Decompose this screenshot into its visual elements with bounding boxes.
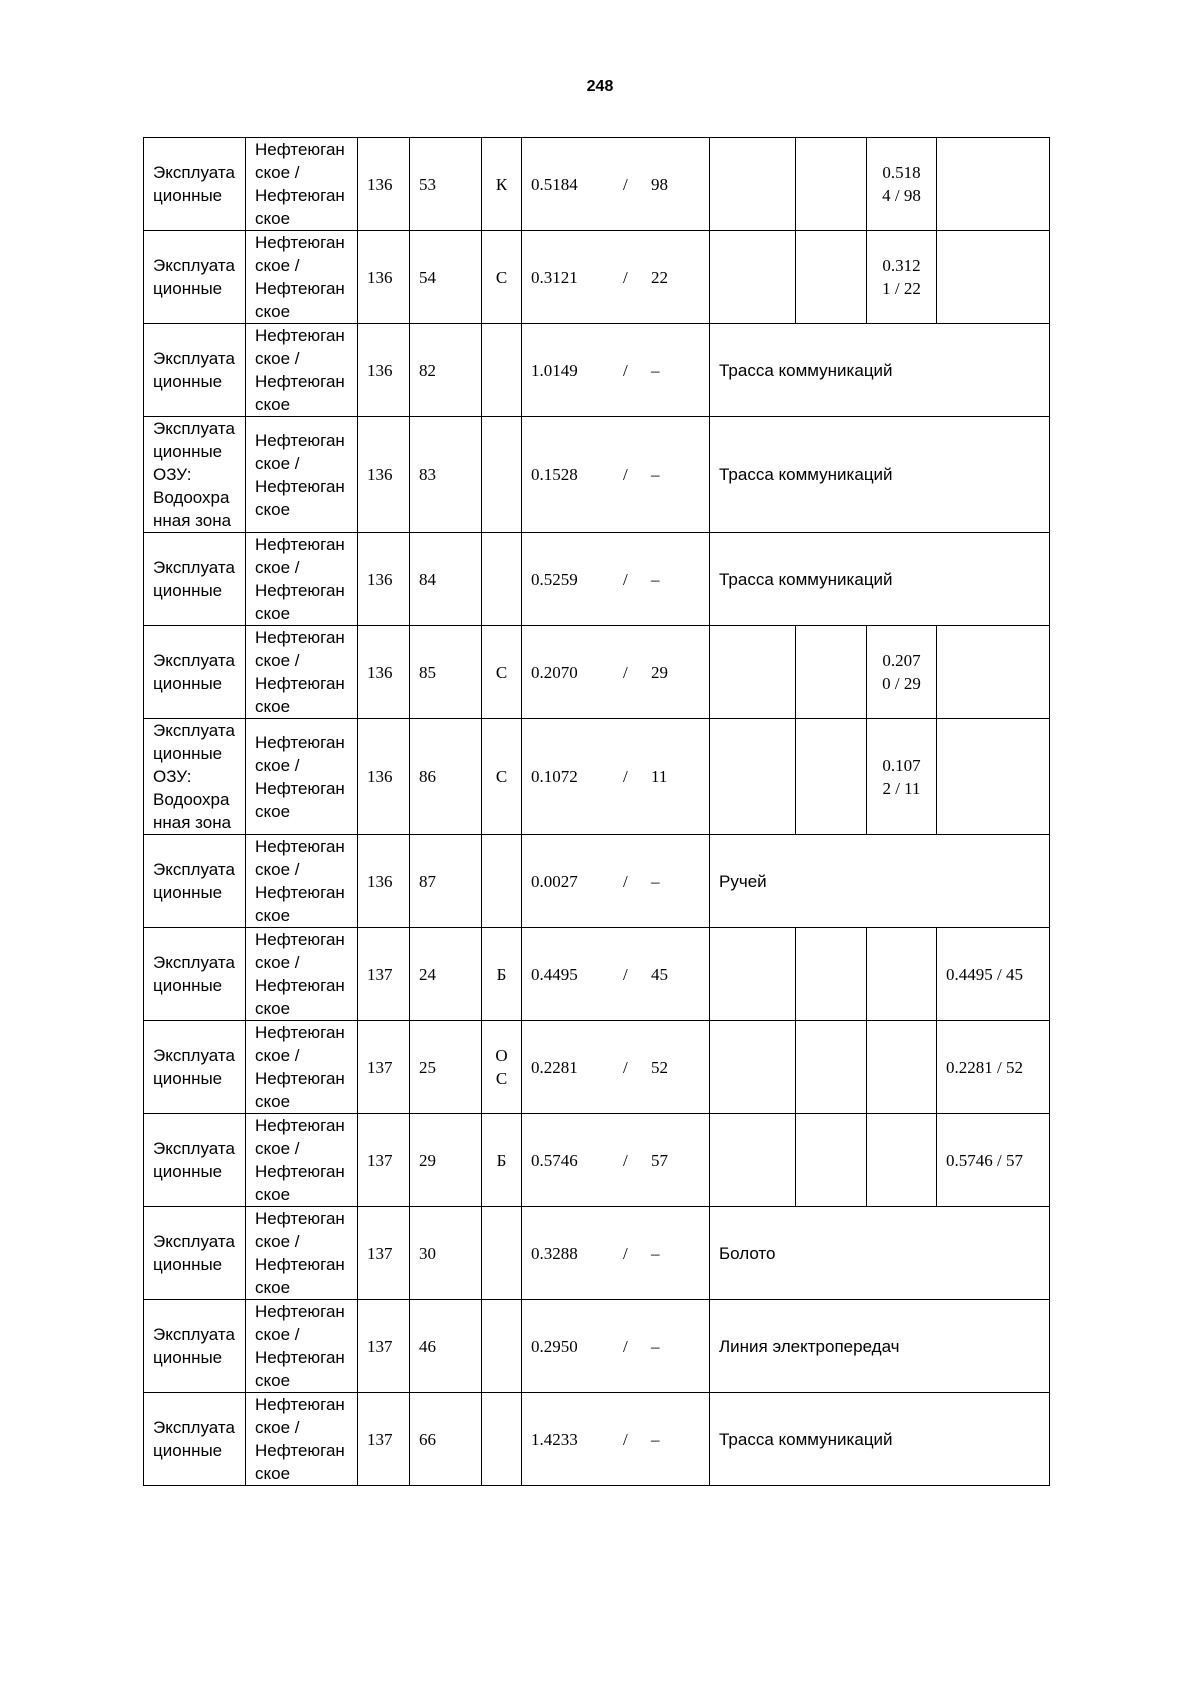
group-3-cell: 0.312 1 / 22 — [867, 231, 937, 324]
area-value: 0.1072 — [531, 767, 578, 786]
land-type-cell: Эксплуата ционные ОЗУ: Водоохра нная зона — [144, 719, 246, 835]
group-4-cell — [937, 231, 1050, 324]
plot-cell: 46 — [410, 1300, 482, 1393]
category-cell — [482, 1207, 522, 1300]
category-cell — [482, 835, 522, 928]
group-2-cell — [796, 231, 867, 324]
area-separator: / — [623, 1243, 628, 1263]
quarter-cell: 136 — [358, 417, 410, 533]
table-row — [144, 324, 1050, 417]
area-separator: / — [623, 1336, 628, 1356]
field-name-cell: Нефтеюган ское / Нефтеюган ское — [246, 1021, 358, 1114]
area-cell — [522, 1021, 710, 1114]
area-secondary-value: – — [651, 1429, 660, 1449]
area-cell — [522, 835, 710, 928]
field-name-cell: Нефтеюган ское / Нефтеюган ское — [246, 417, 358, 533]
quarter-cell: 136 — [358, 231, 410, 324]
table-row — [144, 928, 1050, 1021]
forest-plots-table — [143, 137, 1050, 1486]
area-cell — [522, 231, 710, 324]
land-type-cell: Эксплуата ционные ОЗУ: Водоохра нная зона — [144, 417, 246, 533]
table-row — [144, 835, 1050, 928]
table-row — [144, 1021, 1050, 1114]
area-value: 1.4233 — [531, 1429, 578, 1449]
quarter-cell: 137 — [358, 928, 410, 1021]
plot-cell: 29 — [410, 1114, 482, 1207]
category-cell — [482, 1393, 522, 1486]
area-separator: / — [623, 662, 628, 682]
area-value: 0.2950 — [531, 1336, 578, 1356]
area-secondary-value: – — [651, 569, 660, 589]
area-cell — [522, 719, 710, 835]
field-name-cell: Нефтеюган ское / Нефтеюган ское — [246, 1114, 358, 1207]
area-secondary-value: – — [651, 465, 660, 484]
plot-cell: 25 — [410, 1021, 482, 1114]
group-1-cell — [710, 231, 796, 324]
group-3-cell — [867, 928, 937, 1021]
area-value: 0.1528 — [531, 465, 578, 484]
quarter-cell: 137 — [358, 1114, 410, 1207]
area-value: 0.5259 — [531, 569, 578, 589]
area-secondary-value: 52 — [651, 1057, 668, 1077]
area-secondary-value: 45 — [651, 964, 668, 984]
table-row — [144, 626, 1050, 719]
field-name-cell: Нефтеюган ское / Нефтеюган ское — [246, 719, 358, 835]
quarter-cell: 136 — [358, 626, 410, 719]
plot-cell: 24 — [410, 928, 482, 1021]
quarter-cell: 137 — [358, 1300, 410, 1393]
group-1-cell — [710, 626, 796, 719]
plot-cell: 84 — [410, 533, 482, 626]
note-cell: Ручей — [710, 835, 1050, 928]
area-cell — [522, 324, 710, 417]
group-2-cell — [796, 719, 867, 835]
table-row — [144, 1300, 1050, 1393]
land-type-cell: Эксплуата ционные — [144, 1393, 246, 1486]
plot-cell: 53 — [410, 138, 482, 231]
field-name-cell: Нефтеюган ское / Нефтеюган ское — [246, 533, 358, 626]
group-3-cell: 0.518 4 / 98 — [867, 138, 937, 231]
category-cell — [482, 1300, 522, 1393]
land-type-cell: Эксплуата ционные — [144, 533, 246, 626]
category-cell — [482, 324, 522, 417]
land-type-cell: Эксплуата ционные — [144, 1021, 246, 1114]
plot-cell: 82 — [410, 324, 482, 417]
land-type-cell: Эксплуата ционные — [144, 231, 246, 324]
plot-cell: 30 — [410, 1207, 482, 1300]
area-cell — [522, 1114, 710, 1207]
group-1-cell — [710, 928, 796, 1021]
quarter-cell: 136 — [358, 533, 410, 626]
table-row — [144, 533, 1050, 626]
area-separator: / — [623, 964, 628, 984]
land-type-cell: Эксплуата ционные — [144, 835, 246, 928]
group-4-cell — [937, 138, 1050, 231]
page-number: 248 — [586, 78, 614, 95]
land-type-cell: Эксплуата ционные — [144, 1300, 246, 1393]
area-value: 0.2070 — [531, 662, 578, 682]
plot-cell: 83 — [410, 417, 482, 533]
area-separator: / — [623, 1057, 628, 1077]
group-4-cell — [937, 626, 1050, 719]
category-cell — [482, 533, 522, 626]
table-row — [144, 231, 1050, 324]
area-secondary-value: 22 — [651, 267, 668, 287]
category-cell: О С — [482, 1021, 522, 1114]
group-2-cell — [796, 138, 867, 231]
land-type-cell: Эксплуата ционные — [144, 138, 246, 231]
note-cell: Линия электропередач — [710, 1300, 1050, 1393]
area-cell — [522, 928, 710, 1021]
land-type-cell: Эксплуата ционные — [144, 626, 246, 719]
quarter-cell: 136 — [358, 835, 410, 928]
quarter-cell: 137 — [358, 1393, 410, 1486]
area-value: 0.0027 — [531, 871, 578, 891]
group-2-cell — [796, 1114, 867, 1207]
note-cell: Болото — [710, 1207, 1050, 1300]
field-name-cell: Нефтеюган ское / Нефтеюган ское — [246, 928, 358, 1021]
area-value: 0.3288 — [531, 1243, 578, 1263]
area-secondary-value: 98 — [651, 174, 668, 194]
area-cell — [522, 533, 710, 626]
area-secondary-value: – — [651, 1243, 660, 1263]
category-cell: Б — [482, 928, 522, 1021]
plot-cell: 86 — [410, 719, 482, 835]
table-row — [144, 417, 1050, 533]
table-body — [144, 138, 1050, 1486]
area-value: 0.5746 — [531, 1150, 578, 1170]
area-separator: / — [623, 465, 628, 484]
area-separator: / — [623, 267, 628, 287]
quarter-cell: 136 — [358, 719, 410, 835]
area-cell — [522, 626, 710, 719]
area-separator: / — [623, 1150, 628, 1170]
group-4-cell: 0.2281 / 52 — [937, 1021, 1050, 1114]
group-1-cell — [710, 719, 796, 835]
field-name-cell: Нефтеюган ское / Нефтеюган ское — [246, 626, 358, 719]
area-separator: / — [623, 569, 628, 589]
area-secondary-value: 29 — [651, 662, 668, 682]
plot-cell: 87 — [410, 835, 482, 928]
category-cell: С — [482, 626, 522, 719]
land-type-cell: Эксплуата ционные — [144, 928, 246, 1021]
area-secondary-value: – — [651, 871, 660, 891]
area-value: 0.5184 — [531, 174, 578, 194]
area-separator: / — [623, 1429, 628, 1449]
land-type-cell: Эксплуата ционные — [144, 1114, 246, 1207]
note-cell: Трасса коммуникаций — [710, 533, 1050, 626]
table-row — [144, 1393, 1050, 1486]
field-name-cell: Нефтеюган ское / Нефтеюган ское — [246, 1300, 358, 1393]
group-3-cell — [867, 1021, 937, 1114]
area-cell — [522, 138, 710, 231]
category-cell: С — [482, 719, 522, 835]
field-name-cell: Нефтеюган ское / Нефтеюган ское — [246, 324, 358, 417]
land-type-cell: Эксплуата ционные — [144, 324, 246, 417]
group-4-cell: 0.5746 / 57 — [937, 1114, 1050, 1207]
quarter-cell: 136 — [358, 324, 410, 417]
group-4-cell: 0.4495 / 45 — [937, 928, 1050, 1021]
table-row — [144, 1114, 1050, 1207]
area-separator: / — [623, 767, 628, 786]
area-cell — [522, 1207, 710, 1300]
area-separator: / — [623, 871, 628, 891]
plot-cell: 54 — [410, 231, 482, 324]
area-value: 0.4495 — [531, 964, 578, 984]
table-row — [144, 719, 1050, 835]
group-1-cell — [710, 1021, 796, 1114]
quarter-cell: 137 — [358, 1021, 410, 1114]
group-2-cell — [796, 928, 867, 1021]
category-cell: Б — [482, 1114, 522, 1207]
group-2-cell — [796, 626, 867, 719]
field-name-cell: Нефтеюган ское / Нефтеюган ское — [246, 231, 358, 324]
group-1-cell — [710, 1114, 796, 1207]
field-name-cell: Нефтеюган ское / Нефтеюган ское — [246, 138, 358, 231]
note-cell: Трасса коммуникаций — [710, 1393, 1050, 1486]
area-value: 0.3121 — [531, 267, 578, 287]
plot-cell: 85 — [410, 626, 482, 719]
field-name-cell: Нефтеюган ское / Нефтеюган ское — [246, 1393, 358, 1486]
plot-cell: 66 — [410, 1393, 482, 1486]
area-cell — [522, 1393, 710, 1486]
group-1-cell — [710, 138, 796, 231]
area-secondary-value: 11 — [651, 767, 668, 786]
area-value: 1.0149 — [531, 360, 578, 380]
category-cell — [482, 417, 522, 533]
category-cell: С — [482, 231, 522, 324]
group-4-cell — [937, 719, 1050, 835]
category-cell: К — [482, 138, 522, 231]
field-name-cell: Нефтеюган ское / Нефтеюган ское — [246, 835, 358, 928]
area-secondary-value: – — [651, 360, 660, 380]
table-row — [144, 138, 1050, 231]
quarter-cell: 137 — [358, 1207, 410, 1300]
field-name-cell: Нефтеюган ское / Нефтеюган ское — [246, 1207, 358, 1300]
note-cell: Трасса коммуникаций — [710, 417, 1050, 533]
area-cell — [522, 417, 710, 533]
group-2-cell — [796, 1021, 867, 1114]
area-secondary-value: – — [651, 1336, 660, 1356]
area-separator: / — [623, 360, 628, 380]
group-3-cell: 0.207 0 / 29 — [867, 626, 937, 719]
land-type-cell: Эксплуата ционные — [144, 1207, 246, 1300]
area-separator: / — [623, 174, 628, 194]
note-cell: Трасса коммуникаций — [710, 324, 1050, 417]
area-secondary-value: 57 — [651, 1150, 668, 1170]
group-3-cell — [867, 1114, 937, 1207]
area-cell — [522, 1300, 710, 1393]
table-row — [144, 1207, 1050, 1300]
quarter-cell: 136 — [358, 138, 410, 231]
area-value: 0.2281 — [531, 1057, 578, 1077]
group-3-cell: 0.107 2 / 11 — [867, 719, 937, 835]
